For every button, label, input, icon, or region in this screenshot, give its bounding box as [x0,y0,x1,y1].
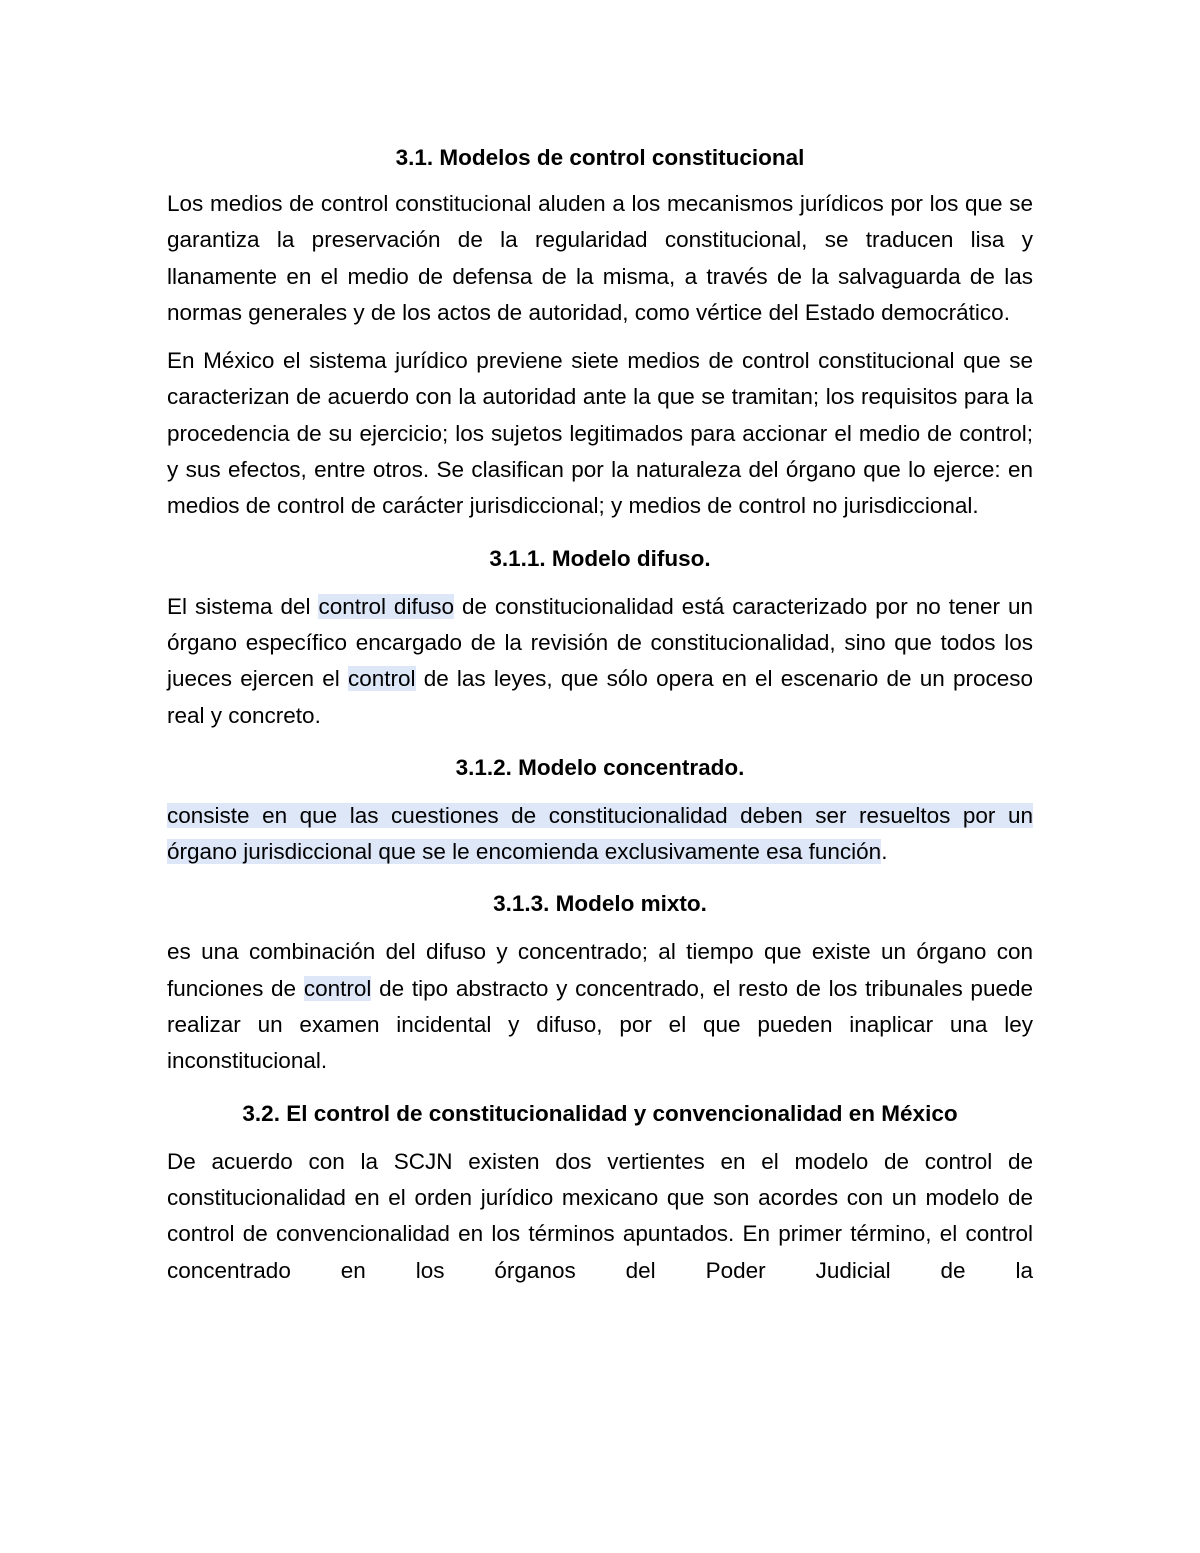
highlighted-term[interactable]: control [347,666,416,692]
paragraph-modelo-mixto[interactable] [167,934,1033,1079]
section-heading-3-1-3: 3.1.3. Modelo mixto. [493,891,707,917]
text-run: de constitucionalidad está caracterizado por no tener un órgano específico encargado de la revisión de constitucionalidad, sino que todos los jueces ejercen el [167,593,1034,692]
paragraph-sistema-juridico[interactable]: En México el sistema jurídico previene siete medios de control constitucional que se caracterizan de acuerdo con la autoridad ante la que se tramitan; los requisitos para la procedencia de su ejercicio; los sujetos legitimados para accionar el medio de control; y sus efectos, entre otros. Se clasifican por la naturaleza del órgano que lo ejerce: en medios de control de carácter jurisdiccional; y medios de control no jurisdiccional. [167,348,1033,519]
section-heading-3-1-1: 3.1.1. Modelo difuso. [489,545,711,571]
highlighted-term[interactable]: control difuso [318,593,454,619]
paragraph-modelo-difuso[interactable] [167,589,1033,734]
paragraph-modelo-concentrado[interactable] [167,798,1033,871]
text-run: de tipo abstracto y concentrado, el resto de los tribunales puede realizar un examen incidental y difuso, por el que pueden inaplicar una ley inconstitucional. [167,975,1033,1074]
highlighted-selection[interactable]: consiste en que las cuestiones de constitucionalidad deben ser resueltos por un órgano jurisdiccional que se le encomienda exclusivamente esa función [167,802,1033,865]
paragraph-scjn-vertientes[interactable]: De acuerdo con la SCJN existen dos vertientes en el modelo de control de constitucionalidad en el orden jurídico mexicano que son acordes con un modelo de control de convencionalidad en los términos apuntados. En primer término, el control concentrado en los órganos del Poder Judicial de la [167,1148,1033,1283]
paragraph-medios-control[interactable]: Los medios de control constitucional aluden a los mecanismos jurídicos por los que se garantiza la preservación de la regularidad constitucional, se traducen lisa y llanamente en el medio de defensa de la misma, a través de la salvaguarda de las normas generales y de los actos de autoridad, como vértice del Estado democrático. [167,191,1033,325]
section-heading-3-2: 3.2. El control de constitucionalidad y convencionalidad en México [242,1100,958,1126]
section-heading-3-1-2: 3.1.2. Modelo concentrado. [455,754,745,780]
text-run: de las leyes, que sólo opera en el escenario de un proceso real y concreto. [167,666,1034,728]
highlighted-term[interactable]: control [303,975,372,1001]
text-run: . [881,839,888,865]
section-heading-3-1: 3.1. Modelos de control constitucional [395,145,805,170]
text-run: El sistema del [167,593,319,619]
text-run: es una combinación del difuso y concentrado; al tiempo que existe un órgano con funciones de [167,939,1033,1001]
document-body [167,140,1033,1289]
